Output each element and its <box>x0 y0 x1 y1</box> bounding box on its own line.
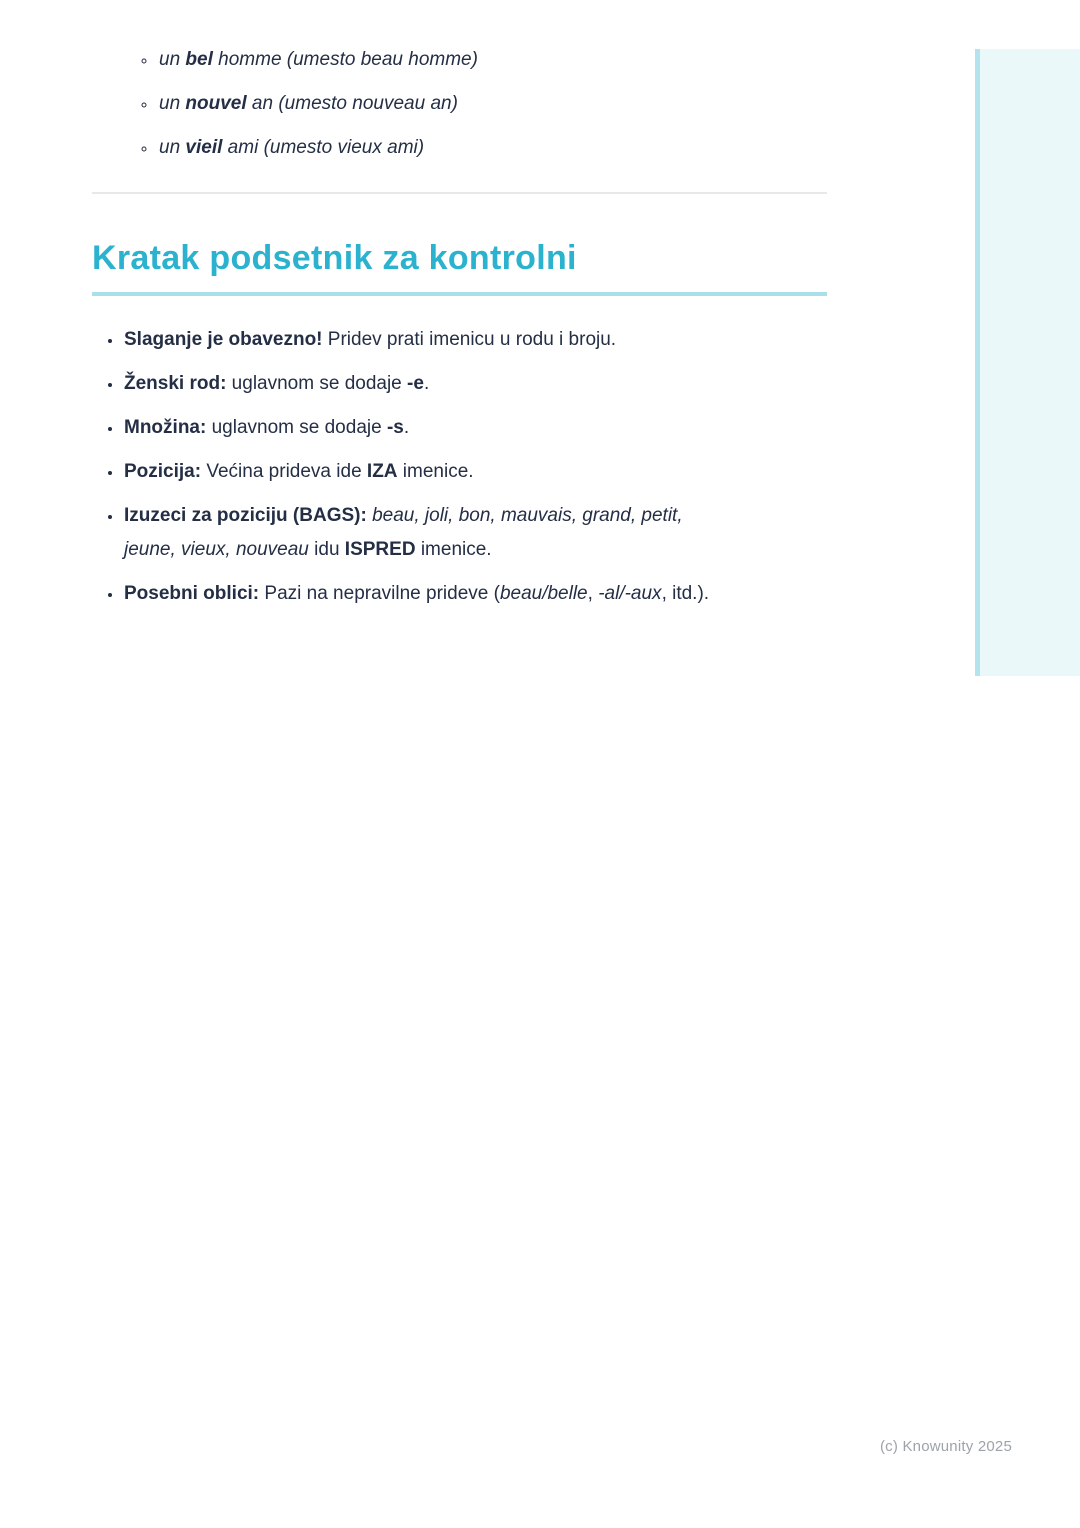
section-divider <box>92 192 827 194</box>
example-item <box>157 94 827 114</box>
item-keyword: IZA <box>366 461 398 482</box>
item-lead: Pozicija: <box>124 461 202 482</box>
item-keyword: ISPRED <box>344 539 416 560</box>
item-text: Većina prideva ide <box>201 461 367 482</box>
item-tail: , itd.). <box>661 583 710 604</box>
exceptions-example-list <box>92 50 827 158</box>
example-prefix: un <box>159 137 186 158</box>
reminder-item <box>123 455 827 489</box>
example-prefix: un <box>159 93 186 114</box>
item-lead: Izuzeci za poziciju (BAGS): <box>124 505 367 526</box>
item-text: idu <box>308 539 345 560</box>
example-prefix: un <box>159 49 186 70</box>
item-french-example: beau/belle <box>499 583 588 604</box>
item-french-list: jeune, vieux, nouveau <box>124 539 309 560</box>
example-item <box>157 50 827 70</box>
example-keyword: bel <box>185 49 213 70</box>
item-tail: imenice. <box>415 539 492 560</box>
item-tail: . <box>423 373 430 394</box>
copyright-footer: (c) Knowunity 2025 <box>879 1438 1012 1455</box>
example-item <box>157 138 827 158</box>
reminder-item <box>123 323 827 357</box>
item-text: Pridev prati imenicu u rodu i broju. <box>322 329 617 350</box>
item-lead: Slaganje je obavezno! <box>124 329 323 350</box>
reminder-item <box>123 411 827 445</box>
example-keyword: nouvel <box>185 93 247 114</box>
page-content <box>92 0 827 621</box>
item-lead: Ženski rod: <box>124 373 227 394</box>
heading-underline <box>92 292 827 296</box>
item-text: uglavnom se dodaje <box>206 417 387 438</box>
item-french-example: -al/-aux <box>598 583 662 604</box>
reminder-item <box>123 367 827 401</box>
side-accent-panel <box>975 49 1080 676</box>
item-lead: Posebni oblici: <box>124 583 260 604</box>
item-text: uglavnom se dodaje <box>226 373 408 394</box>
item-keyword: -e <box>407 373 424 394</box>
reminder-item <box>123 577 827 611</box>
page-title: Kratak podsetnik za kontrolni <box>92 239 577 277</box>
item-lead: Množina: <box>124 417 207 438</box>
item-french-list: beau, joli, bon, mauvais, grand, petit, <box>366 505 683 526</box>
example-keyword: vieil <box>185 137 223 158</box>
reminder-list <box>92 323 827 611</box>
item-separator: , <box>587 583 599 604</box>
reminder-item <box>123 499 827 567</box>
example-rest: ami (umesto vieux ami) <box>222 137 425 158</box>
item-text: Pazi na nepravilne prideve ( <box>259 583 500 604</box>
item-tail: . <box>403 417 410 438</box>
example-rest: homme (umesto beau homme) <box>212 49 478 70</box>
item-keyword: -s <box>386 417 404 438</box>
item-tail: imenice. <box>397 461 474 482</box>
example-rest: an (umesto nouveau an) <box>246 93 458 114</box>
